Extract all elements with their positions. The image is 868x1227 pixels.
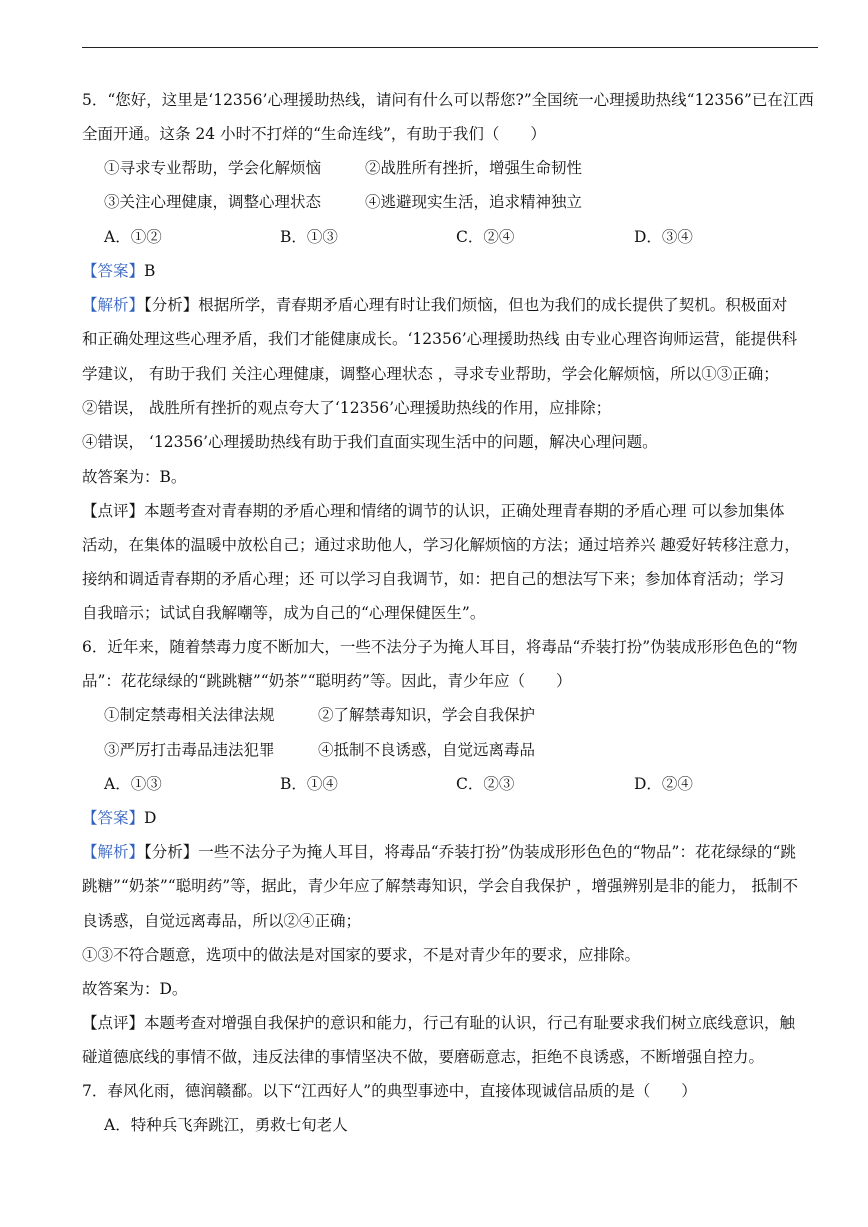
q5-option-a: A．①② [104,228,162,246]
q6-comment-line1 [82,1012,795,1034]
q5-option-b: B．①③ [280,228,338,246]
q5-analysis-line4: ②错误， 战胜所有挫折的观点夸大了‘12356’心理援助热线的作用，应排除； [82,399,612,417]
q6-stem-line2: 品”：花花绿绿的“跳跳糖”“奶茶”“聪明药”等。因此，青少年应（ ） [82,672,572,690]
q6-answer-line [82,807,156,829]
q6-item-2: ②了解禁毒知识，学会自我保护 [318,706,536,724]
q5-analysis-line3: 学建议， 有助于我们 关注心理健康，调整心理状态 ，寻求专业帮助，学会化解烦恼，所以①③正确； [82,365,779,383]
q5-answer-line [82,260,155,282]
analysis-tag: 【解析】 [82,296,145,314]
q5-analysis-line1 [82,294,787,316]
q5-comment-line2: 活动，在集体的温暖中放松自己；通过求助他人，学习化解烦恼的方法；通过培养兴 趣爱好转移注意力， [82,536,800,554]
q5-comment-line4: 自我暗示；试试自我解嘲等，成为自己的“心理保健医生”。 [82,604,486,622]
q6-analysis-line4: ①③不符合题意，选项中的做法是对国家的要求，不是对青少年的要求，应排除。 [82,946,641,964]
answer-tag: 【答案】 [82,809,145,827]
q6-analysis-line3: 良诱惑，自觉远离毒品，所以②④正确； [82,912,362,930]
q6-conclusion: 故答案为：D。 [82,980,188,998]
q6-comment-line2: 碰道德底线的事情不做，违反法律的事情坚决不做，要磨砺意志，拒绝不良诱惑，不断增强自控力。 [82,1048,765,1066]
q5-analysis-line2: 和正确处理这些心理矛盾，我们才能健康成长。‘12356’心理援助热线 由专业心理咨询师运营，能提供科 [82,330,798,348]
q6-item-4: ④抵制不良诱惑，自觉远离毒品 [318,741,536,759]
q5-analysis-line5: ④错误， ‘12356’心理援助热线有助于我们直面实现生活中的问题，解决心理问题。 [82,433,658,451]
q5-option-d: D．③④ [634,228,693,246]
q6-item-3: ③严厉打击毒品违法犯罪 [104,741,275,759]
answer-tag: 【答案】 [82,262,145,280]
q5-comment-line1 [82,500,784,522]
q6-option-a: A．①③ [104,775,162,793]
q5-item-3: ③关注心理健康，调整心理状态 [104,193,322,211]
q6-comment-text1: 本题考查对增强自我保护的意识和能力，行己有耻的认识，行己有耻要求我们树立底线意识，触 [144,1014,796,1032]
analysis-tag: 【解析】 [82,843,145,861]
q6-item-1: ①制定禁毒相关法律法规 [104,706,275,724]
q5-item-2: ②战胜所有挫折，增强生命韧性 [365,159,583,177]
q5-comment-line3: 接纳和调适青春期的矛盾心理；还 可以学习自我调节，如：把自己的想法写下来；参加体育活动；学习 [82,570,785,588]
q6-answer-value: D [144,809,157,827]
q6-analysis-line2: 跳糖”“奶茶”“聪明药”等，据此，青少年应了解禁毒知识，学会自我保护 ，增强辨别是非的能力， 抵制不 [82,877,798,895]
q6-analysis-text1: 【分析】一些不法分子为掩人耳目，将毒品“乔装打扮”伪装成形形色色的“物品”：花花绿绿的“跳 [144,843,796,861]
q6-option-d: D．②④ [634,775,693,793]
q6-analysis-line1 [82,841,796,863]
q5-stem-line1: 5．“您好，这里是‘12356’心理援助热线，请问有什么可以帮您?”全国统一心理援助热线“12356”已在江西 [82,91,814,109]
q5-conclusion: 故答案为：B。 [82,468,187,486]
header-rule [82,47,818,48]
q6-option-b: B．①④ [280,775,338,793]
comment-tag: 【点评】 [82,502,145,520]
q5-item-1: ①寻求专业帮助，学会化解烦恼 [104,159,322,177]
q6-stem-line1: 6．近年来，随着禁毒力度不断加大，一些不法分子为掩人耳目，将毒品“乔装打扮”伪装成形形色色的“物 [82,638,798,656]
comment-tag: 【点评】 [82,1014,145,1032]
q7-stem-line1: 7．春风化雨，德润赣鄱。以下“江西好人”的典型事迹中，直接体现诚信品质的是（ ） [82,1082,697,1100]
q6-option-c: C．②③ [456,775,515,793]
q5-stem-line2: 全面开通。这条 24 小时不打烊的“生命连线”，有助于我们（ ） [82,125,546,143]
q7-option-a: A．特种兵飞奔跳江，勇救七旬老人 [104,1116,348,1134]
q5-analysis-text1: 【分析】根据所学，青春期矛盾心理有时让我们烦恼，但也为我们的成长提供了契机。积极面对 [144,296,788,314]
q5-comment-text1: 本题考查对青春期的矛盾心理和情绪的调节的认识，正确处理青春期的矛盾心理 可以参加集体 [144,502,785,520]
q5-answer-value: B [144,262,156,280]
q5-item-4: ④逃避现实生活，追求精神独立 [365,193,583,211]
q5-option-c: C．②④ [456,228,515,246]
